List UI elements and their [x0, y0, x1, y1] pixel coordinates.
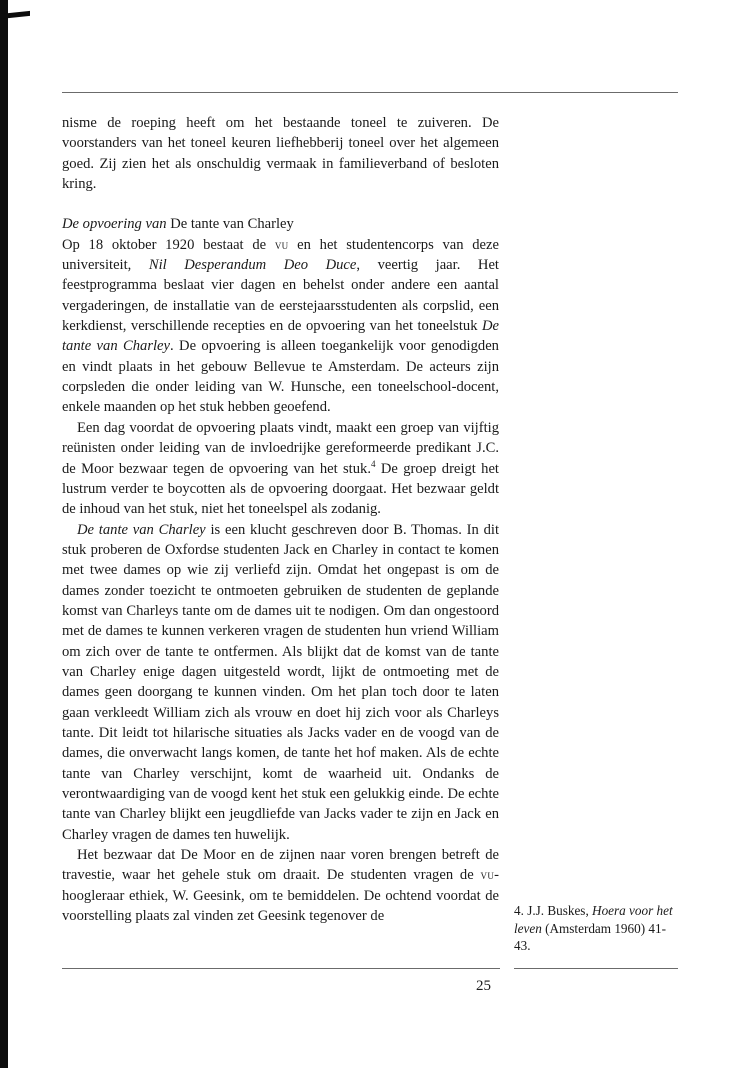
heading-italic: De opvoering van [62, 216, 167, 233]
p4-text: is een klucht geschreven door B. Thomas. In dit stuk proberen de Oxfordse studenten Jack en Charley in contact te komen met twee dames op wie zij verliefd zijn. Omdat het ongepast is om de dames zonder toezicht te ontmoeten gebruiken de studenten de geplande komst van Charleys tante om de dames uit te nodigen. Om dan ongestoord met de dames te kunnen verkeren vragen de studenten hun vriend William om zich over de tante te ontfermen. Als blijkt dat de komst van de tante van Charley enige dagen uitgesteld wordt, lijkt de ontmoeting met de dames geen doorgang te kunnen vinden. Om het plan toch door te laten gaan verkleedt William zich als vrouw en doet hij zich voor als Charleys tante. Dit leidt tot hilarische situaties als Jacks vader en de voogd van de dames, die onverwacht langs komen, de tante het hof maken. Als de echte tante van Charley verschijnt, komt de waarheid uit. Ondanks de verontwaardiging van de voogd kent het stuk een gelukkig einde. De echte tante van Charley blijkt een jeugdliefde van Jacks vader te zijn en Jack en Charley vragen de dames ten huwelijk. [62, 521, 499, 843]
p2-corps-name: Nil Desperandum Deo Duce [148, 257, 357, 274]
p3-text-b: De groep dreigt het lustrum verder te boycotten als de opvoering doorgaat. Het bezwaar geldt de inhoud van het stuk, niet het toneelspel als zodanig. [62, 460, 499, 518]
page-number: 25 [476, 978, 491, 994]
section-heading [62, 214, 499, 234]
p2-text-d: . De opvoering is alleen toegankelijk voor genodigden en vindt plaats in het gebouw Bellevue te Amsterdam. De acteurs zijn corpsleden die onder leiding van W. Hunsche, een toneelschool-docent, enkele maanden op het stuk hebben geoefend. [62, 338, 499, 416]
p5-text-b: -hoogleraar ethiek, W. Geesink, om te bemiddelen. De ochtend voordat de voorstelling plaats zal vinden zet Geesink tegenover de [62, 867, 499, 925]
sidenote-footnote-4 [514, 902, 678, 955]
heading-roman: De tante van Charley [166, 216, 294, 233]
bottom-rule-main [62, 968, 500, 969]
p4-play-title: De tante van Charley [77, 521, 206, 538]
bottom-rule-side [514, 968, 678, 969]
footnote-details: (Amsterdam 1960) 41-43. [514, 920, 666, 954]
section-gap [62, 194, 499, 214]
footnote-title: Hoera voor het leven [514, 903, 673, 936]
p2-text-b: en het studentencorps van deze universiteit, [62, 236, 499, 274]
p3-text-a: Een dag voordat de opvoering plaats vindt, maakt een groep van vijftig reünisten onder leiding van de invloedrijke gereformeerde predikant J.C. de Moor bezwaar tegen de opvoering van het stuk. [62, 419, 499, 477]
paragraph-2 [62, 235, 499, 418]
p2-text-a: Op 18 oktober 1920 bestaat de [62, 236, 275, 253]
paragraph-3 [62, 418, 499, 520]
p2-play-title: De tante van Charley [62, 318, 499, 355]
paragraph-5 [62, 845, 499, 926]
footnote-number: 4. [514, 903, 524, 918]
p5-text-a: Het bezwaar dat De Moor en de zijnen naar voren brengen betreft de travestie, waar het gehele stuk om draait. De studenten vragen de [62, 847, 499, 884]
p2-text-c: , veertig jaar. Het feestprogramma beslaat vier dagen en behelst onder andere een aantal vergaderingen, de installatie van de eerstejaarsstudenten als corpslid, een kerkdienst, verschillende recepties en de opvoering van het toneelstuk [62, 257, 499, 335]
paragraph-1: nisme de roeping heeft om het bestaande toneel te zuiveren. De voorstanders van het toneel keuren liefhebberij toneel over het algemeen goed. Zij zien het als onschuldig vermaak in familieverband of besloten kring. [62, 115, 499, 193]
p5-vu-abbrev: vu [480, 867, 495, 883]
p2-vu-abbrev: vu [274, 236, 289, 252]
top-rule [62, 92, 678, 93]
main-text-column [62, 113, 499, 926]
footnote-author: J.J. Buskes, [523, 903, 593, 918]
footnote-reference[interactable]: 4 [370, 458, 376, 469]
page-spine-edge [0, 0, 8, 1068]
paragraph-4 [62, 520, 499, 846]
